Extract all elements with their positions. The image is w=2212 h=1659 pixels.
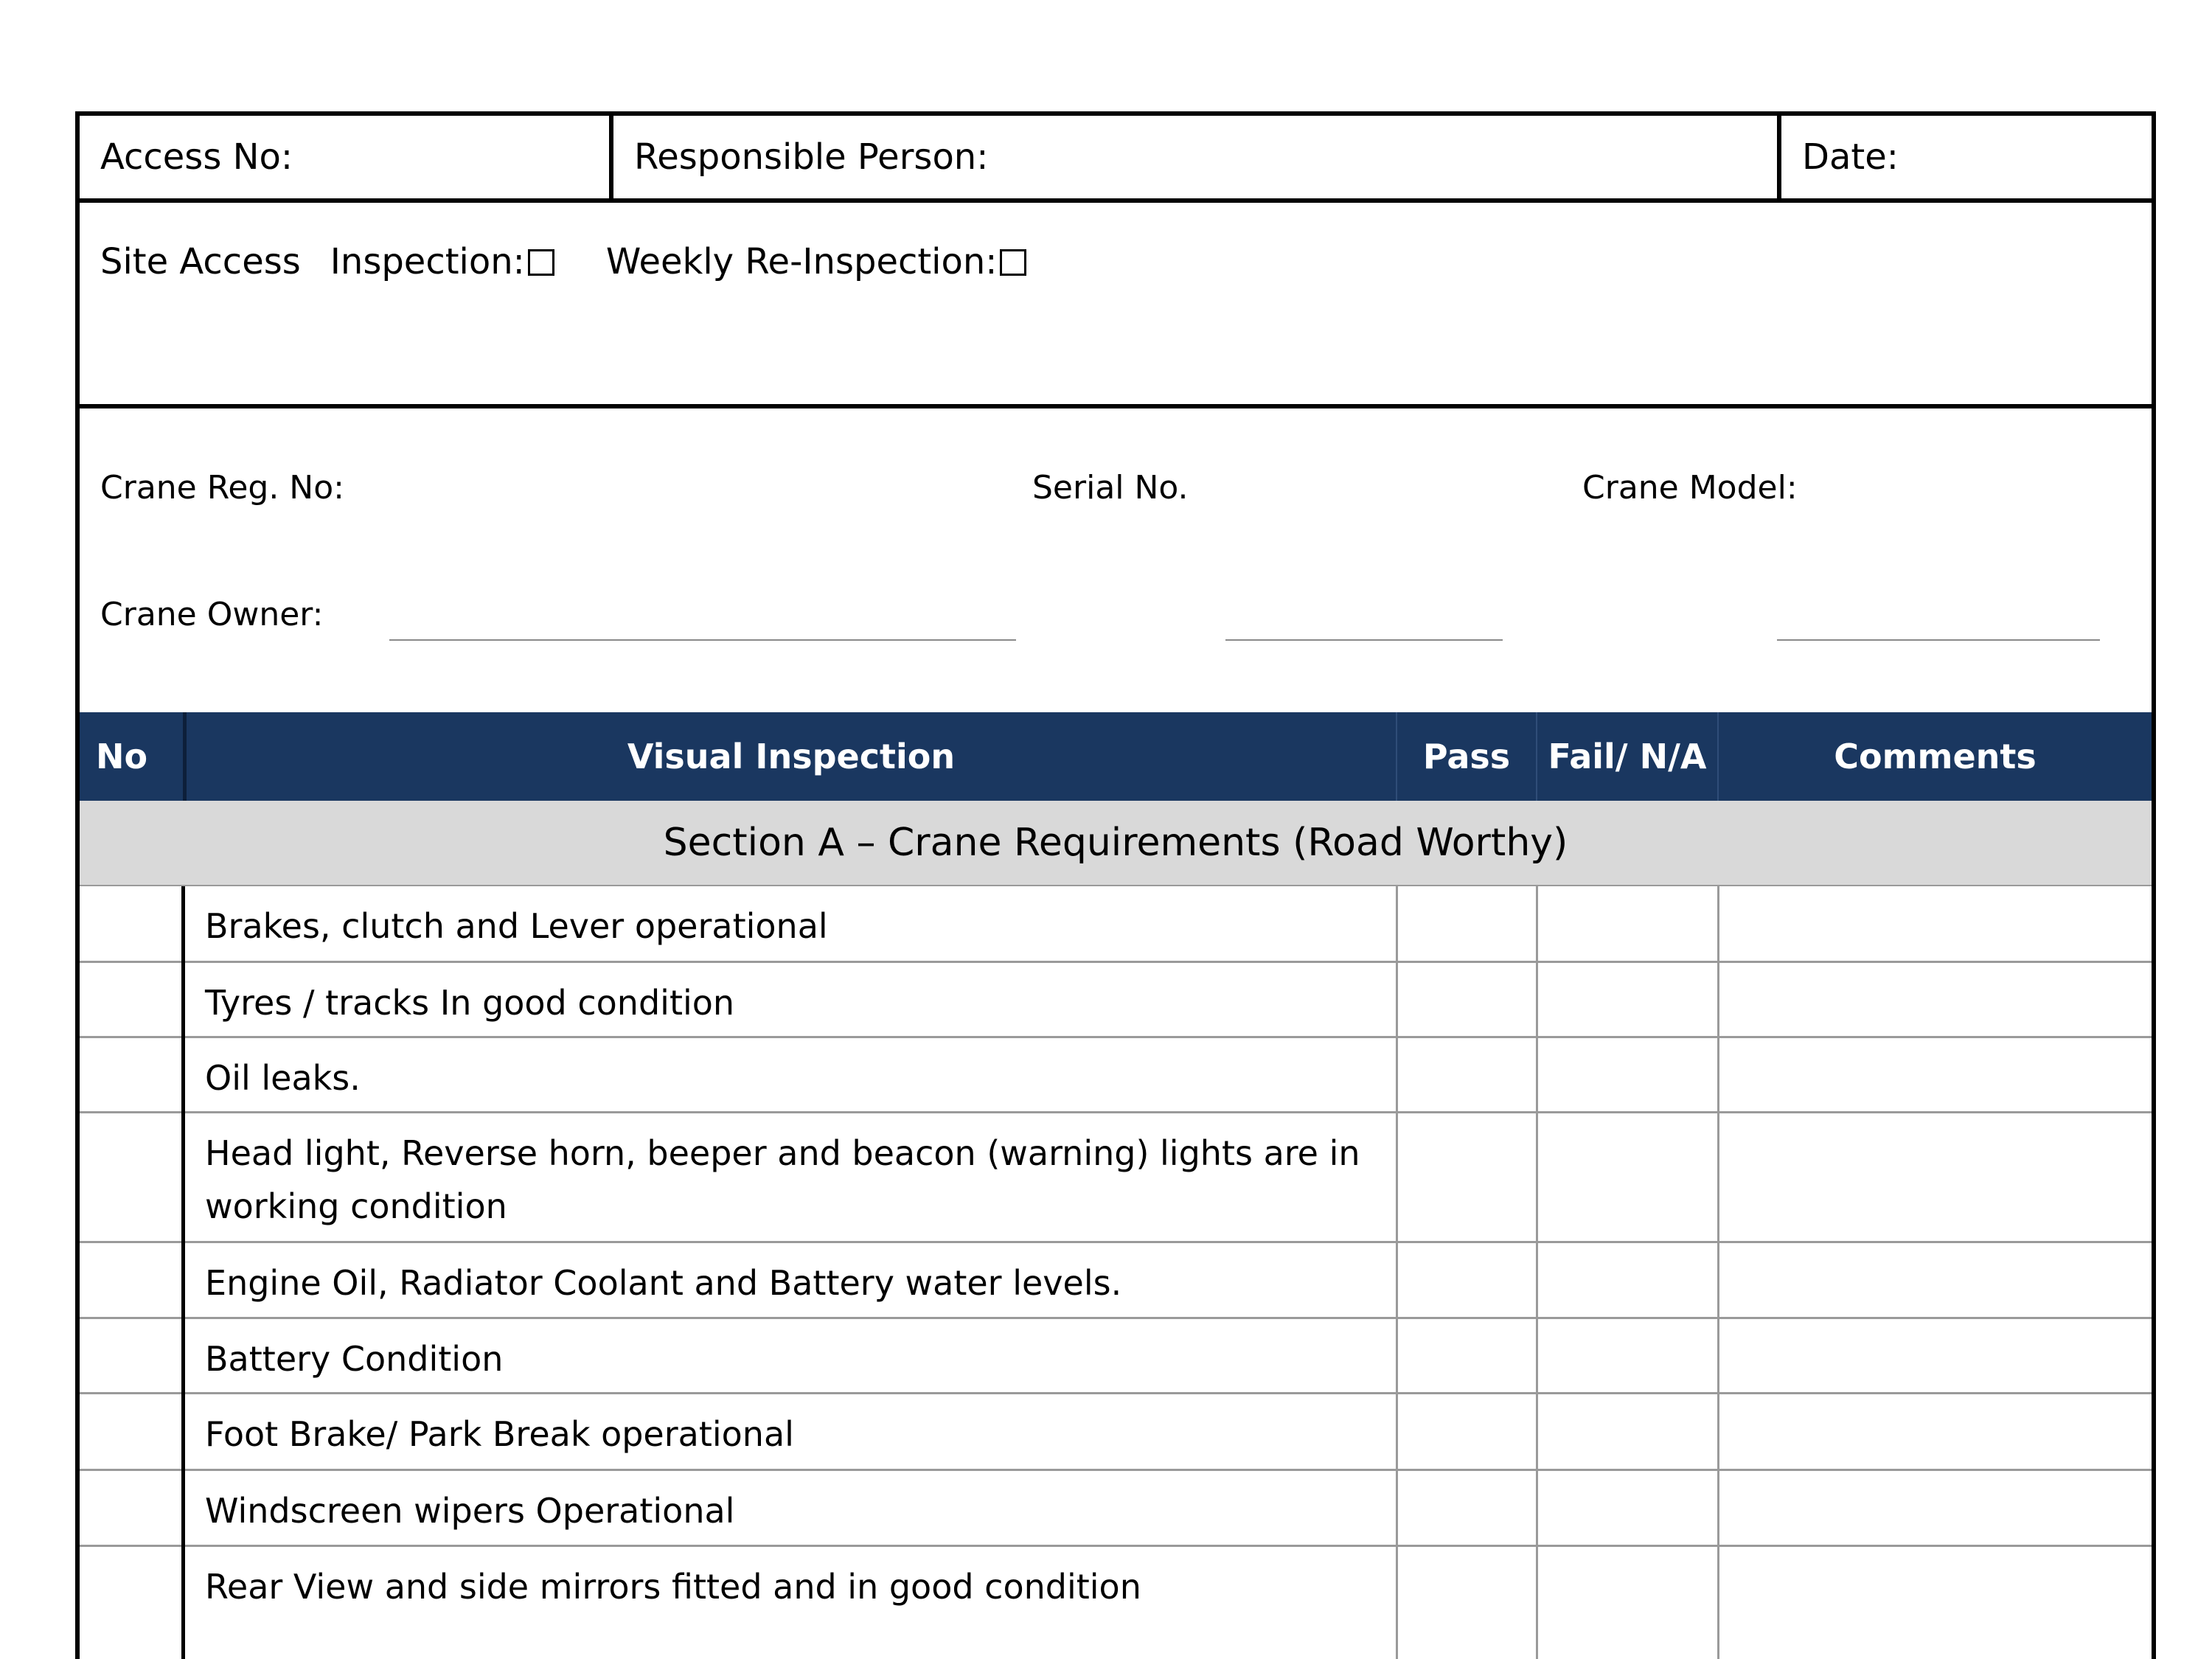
site-access-row <box>80 203 2152 408</box>
access-no-label: Access No: <box>100 136 293 178</box>
col-header-fail-na: Fail/ N/A <box>1548 737 1707 776</box>
row-description: Head light, Reverse horn, beeper and beacon (warning) lights are in working condition <box>205 1133 1360 1226</box>
table-row <box>80 963 2152 1038</box>
serial-no-input[interactable] <box>1225 639 1503 641</box>
crane-reg-no-input[interactable] <box>389 639 1016 641</box>
row-description: Engine Oil, Radiator Coolant and Battery water levels. <box>205 1263 1122 1303</box>
crane-owner-label: Crane Owner: <box>100 596 324 633</box>
row-description: Rear View and side mirrors fitted and in good condition <box>205 1567 1141 1607</box>
table-row <box>80 1113 2152 1243</box>
serial-no-label: Serial No. <box>1032 469 1189 507</box>
date-label: Date: <box>1802 136 1899 178</box>
table-row <box>80 1038 2152 1113</box>
row-description: Battery Condition <box>205 1339 504 1379</box>
inspection-label: Inspection: <box>330 241 525 282</box>
site-access-options <box>100 241 1056 282</box>
inspection-checkbox[interactable] <box>528 249 554 276</box>
row-description: Windscreen wipers Operational <box>205 1491 735 1531</box>
section-a-heading: Section A – Crane Requirements (Road Worthy) <box>80 801 2152 886</box>
table-row <box>80 1547 2152 1659</box>
col-header-no: No <box>96 737 148 776</box>
row-description: Oil leaks. <box>205 1058 361 1098</box>
crane-details <box>80 408 2152 717</box>
table-row <box>80 1394 2152 1471</box>
column-divider <box>1536 886 1538 1659</box>
header-row <box>80 116 2152 203</box>
column-divider <box>181 886 185 1659</box>
table-header <box>80 712 2152 801</box>
table-row <box>80 886 2152 963</box>
row-description: Foot Brake/ Park Break operational <box>205 1414 794 1454</box>
column-divider <box>1396 886 1398 1659</box>
responsible-person-field[interactable] <box>613 116 1777 198</box>
row-description: Tyres / tracks In good condition <box>205 983 735 1023</box>
col-header-pass: Pass <box>1422 737 1511 776</box>
column-divider <box>1717 886 1719 1659</box>
table-row <box>80 1471 2152 1547</box>
col-header-visual-inspection: Visual Inspection <box>627 737 956 776</box>
crane-reg-no-label: Crane Reg. No: <box>100 469 344 507</box>
table-row <box>80 1243 2152 1319</box>
col-header-comments: Comments <box>1834 737 2037 776</box>
date-field[interactable] <box>1781 116 2152 198</box>
table-row <box>80 1319 2152 1394</box>
crane-model-input[interactable] <box>1777 639 2100 641</box>
site-access-label: Site Access <box>100 241 301 282</box>
table-body <box>80 886 2152 1659</box>
row-description: Brakes, clutch and Lever operational <box>205 906 828 946</box>
weekly-reinspection-checkbox[interactable] <box>1000 249 1026 276</box>
access-no-field[interactable] <box>80 116 609 198</box>
crane-model-label: Crane Model: <box>1582 469 1798 507</box>
weekly-reinspection-label: Weekly Re-Inspection: <box>605 241 998 282</box>
responsible-person-label: Responsible Person: <box>634 136 989 178</box>
